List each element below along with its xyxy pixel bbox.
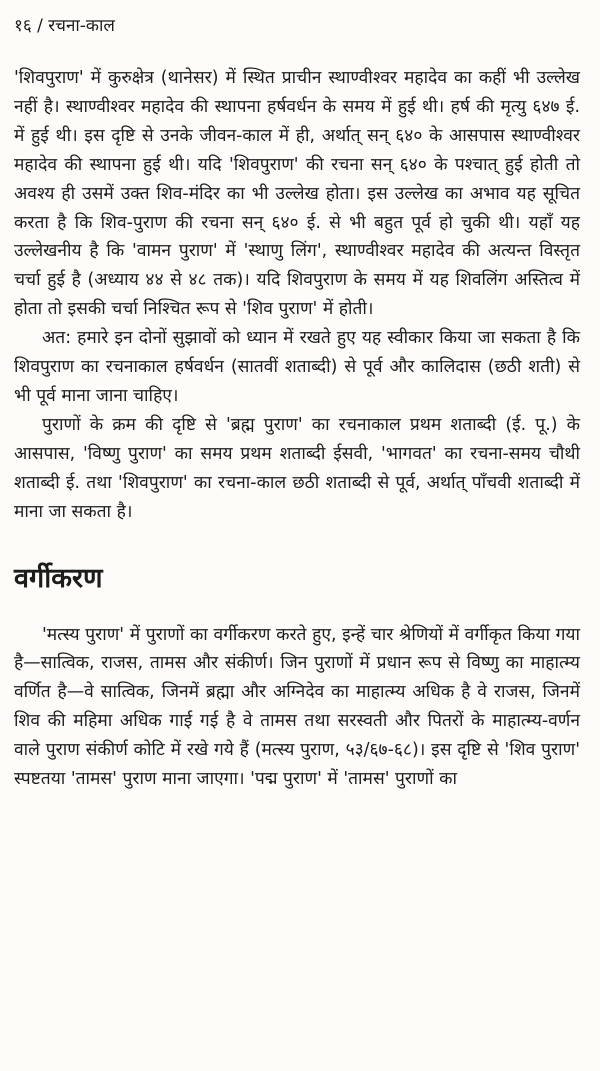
paragraph-conclusion: अत: हमारे इन दोनों सुझावों को ध्यान में रखते हुए यह स्वीकार किया जा सकता है कि शिवपुराण का रचनाकाल हर्षवर्धन (सातवीं शताब्दी) से पूर्व और कालिदास (छठी शती) से भी पूर्व माना जाना चाहिए। — [14, 328, 580, 406]
paragraph-shiva-purana-dating: 'शिवपुराण' में कुरुक्षेत्र (थानेसर) में स्थित प्राचीन स्थाण्वीश्वर महादेव का कहीं भी उल्लेख नहीं है। स्थाण्वीश्वर महादेव की स्थापना हर्षवर्धन के समय में हुई थी। हर्ष की मृत्यु ६४७ ई. में हुई थी। इस दृष्टि से उनके जीवन-काल में ही, अर्थात् सन् ६४० के आसपास स्थाण्वीश्वर महादेव की स्थापना हुई थी। यदि 'शिवपुराण' की रचना सन् ६४० के पश्चात् हुई होती तो अवश्य ही उसमें उक्त शिव-मंदिर का भी उल्लेख होता। इस उल्लेख का अभाव यह सूचित करता है कि शिव-पुराण की रचना सन् ६४० ई. से भी बहुत पूर्व हो चुकी थी। यहाँ यह उल्लेखनीय है कि 'वामन पुराण' में 'स्थाणु लिंग', स्थाण्वीश्वर महादेव की अत्यन्त विस्तृत चर्चा हुई है (अध्याय ४४ से ४८ तक)। यदि शिवपुराण के समय में यह शिवलिंग अस्तित्व में होता तो इसकी चर्चा निश्चित रूप से 'शिव पुराण' में होती। — [14, 68, 580, 320]
section-heading-classification: वर्गीकरण — [14, 562, 103, 594]
running-header: १६ / रचना-काल — [14, 16, 115, 36]
paragraph-classification: 'मत्स्य पुराण' में पुराणों का वर्गीकरण करते हुए, इन्हें चार श्रेणियों में वर्गीकृत किया गया है—सात्विक, राजस, तामस और संकीर्ण। जिन पुराणों में प्रधान रूप से विष्णु का माहात्म्य वर्णित है—वे सात्विक, जिनमें ब्रह्मा और अग्निदेव का माहात्म्य अधिक है वे राजस, जिनमें शिव की महिमा अधिक गाई गई है वे तामस तथा सरस्वती और पितरों के माहात्म्य-वर्णन वाले पुराण संकीर्ण कोटि में रखे गये हैं (मत्स्य पुराण, ५३/६७-६८)। इस दृष्टि से 'शिव पुराण' स्पष्टतया 'तामस' पुराण माना जाएगा। 'पद्म पुराण' में 'तामस' पुराणों का — [14, 624, 580, 790]
paragraph-purana-chronology: पुराणों के क्रम की दृष्टि से 'ब्रह्म पुराण' का रचनाकाल प्रथम शताब्दी (ई. पू.) के आसपास, 'विष्णु पुराण' का समय प्रथम शताब्दी ईसवी, 'भागवत' का रचना-समय चौथी शताब्दी ई. तथा 'शिवपुराण' का रचना-काल छठी शताब्दी से पूर्व, अर्थात् पाँचवी शताब्दी में माना जा सकता है। — [14, 414, 580, 522]
